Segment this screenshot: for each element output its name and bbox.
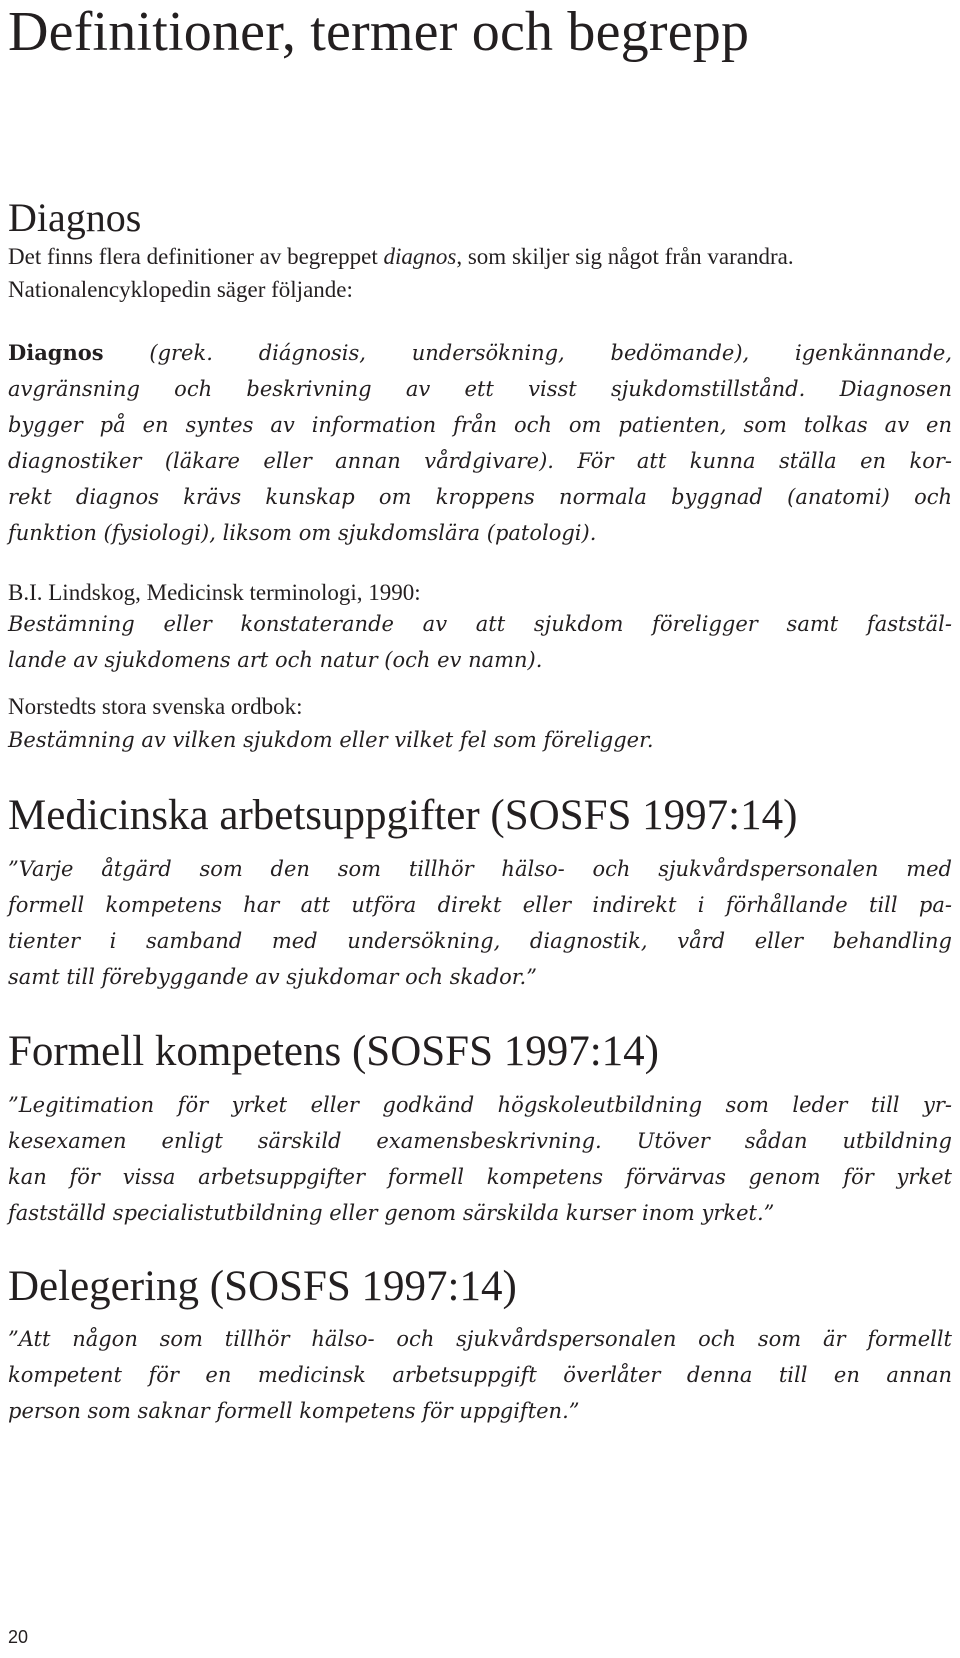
quote-line: diagnostiker (läkare eller annan vårdgivare). För att kunna ställa en kor-: [8, 449, 952, 473]
delegering-quote: [8, 1321, 952, 1429]
quote-line: tienter i samband med undersökning, diagnostik, vård eller behandling: [8, 929, 952, 953]
quote-line: samt till förebyggande av sjukdomar och skador.”: [8, 965, 537, 989]
intro-text-end: , som skiljer sig något från varandra. Nationalencyklopedin säger följande:: [8, 244, 794, 302]
quote-line: rekt diagnos krävs kunskap om kroppens normala byggnad (anatomi) och: [8, 485, 952, 509]
page-number: 20: [8, 1627, 29, 1647]
ne-definition-quote: [8, 335, 952, 551]
lindskog-source: B.I. Lindskog, Medicinsk terminologi, 1990:: [8, 580, 421, 605]
formell-quote: [8, 1087, 952, 1231]
medicinska-quote: [8, 851, 952, 995]
section-heading-diagnos: Diagnos: [8, 195, 142, 240]
quote-line: avgränsning och beskrivning av ett visst sjukdomstillstånd. Diagnosen: [8, 377, 952, 401]
section-heading-delegering: Delegering (SOSFS 1997:14): [8, 1263, 517, 1310]
intro-term: diagnos: [383, 244, 457, 269]
quote-line: kompetent för en medicinsk arbetsuppgift överlåter denna till en annan: [8, 1363, 952, 1387]
quote-line: ”Legitimation för yrket eller godkänd högskoleutbildning som leder till yr-: [8, 1093, 952, 1117]
quote-line: Bestämning eller konstaterande av att sjukdom föreligger samt faststäl-: [8, 612, 952, 636]
section-heading-medicinska: Medicinska arbetsuppgifter (SOSFS 1997:14): [8, 792, 798, 839]
section-heading-formell: Formell kompetens (SOSFS 1997:14): [8, 1028, 660, 1075]
intro-text-start: Det finns flera definitioner av begreppet: [8, 244, 384, 269]
diagnos-intro-paragraph: [8, 240, 952, 306]
norstedts-quote: Bestämning av vilken sjukdom eller vilket fel som föreligger.: [8, 728, 654, 752]
quote-line: kan för vissa arbetsuppgifter formell kompetens förvärvas genom för yrket: [8, 1165, 952, 1189]
quote-line: person som saknar formell kompetens för uppgiften.”: [8, 1399, 580, 1423]
quote-line: fastställd specialistutbildning eller genom särskilda kurser inom yrket.”: [8, 1201, 775, 1225]
quote-line: [8, 335, 952, 371]
quote-line: ”Varje åtgärd som den som tillhör hälso- och sjukvårdspersonalen med: [8, 857, 952, 881]
ne-line-text: (grek. diágnosis, undersökning, bedömande), igenkännande,: [103, 341, 952, 365]
quote-line: ”Att någon som tillhör hälso- och sjukvårdspersonalen och som är formellt: [8, 1327, 952, 1351]
quote-line: funktion (fysiologi), liksom om sjukdomslära (patologi).: [8, 521, 597, 545]
quote-line: lande av sjukdomens art och natur (och ev namn).: [8, 648, 543, 672]
quote-line: bygger på en syntes av information från och om patienten, som tolkas av en: [8, 413, 952, 437]
ne-lead-term: Diagnos: [8, 340, 104, 365]
page-title: Definitioner, termer och begrepp: [8, 1, 750, 63]
norstedts-source: Norstedts stora svenska ordbok:: [8, 694, 303, 719]
lindskog-quote: [8, 606, 952, 678]
quote-line: formell kompetens har att utföra direkt eller indirekt i förhållande till pa-: [8, 893, 952, 917]
quote-line: kesexamen enligt särskild examensbeskrivning. Utöver sådan utbildning: [8, 1129, 952, 1153]
